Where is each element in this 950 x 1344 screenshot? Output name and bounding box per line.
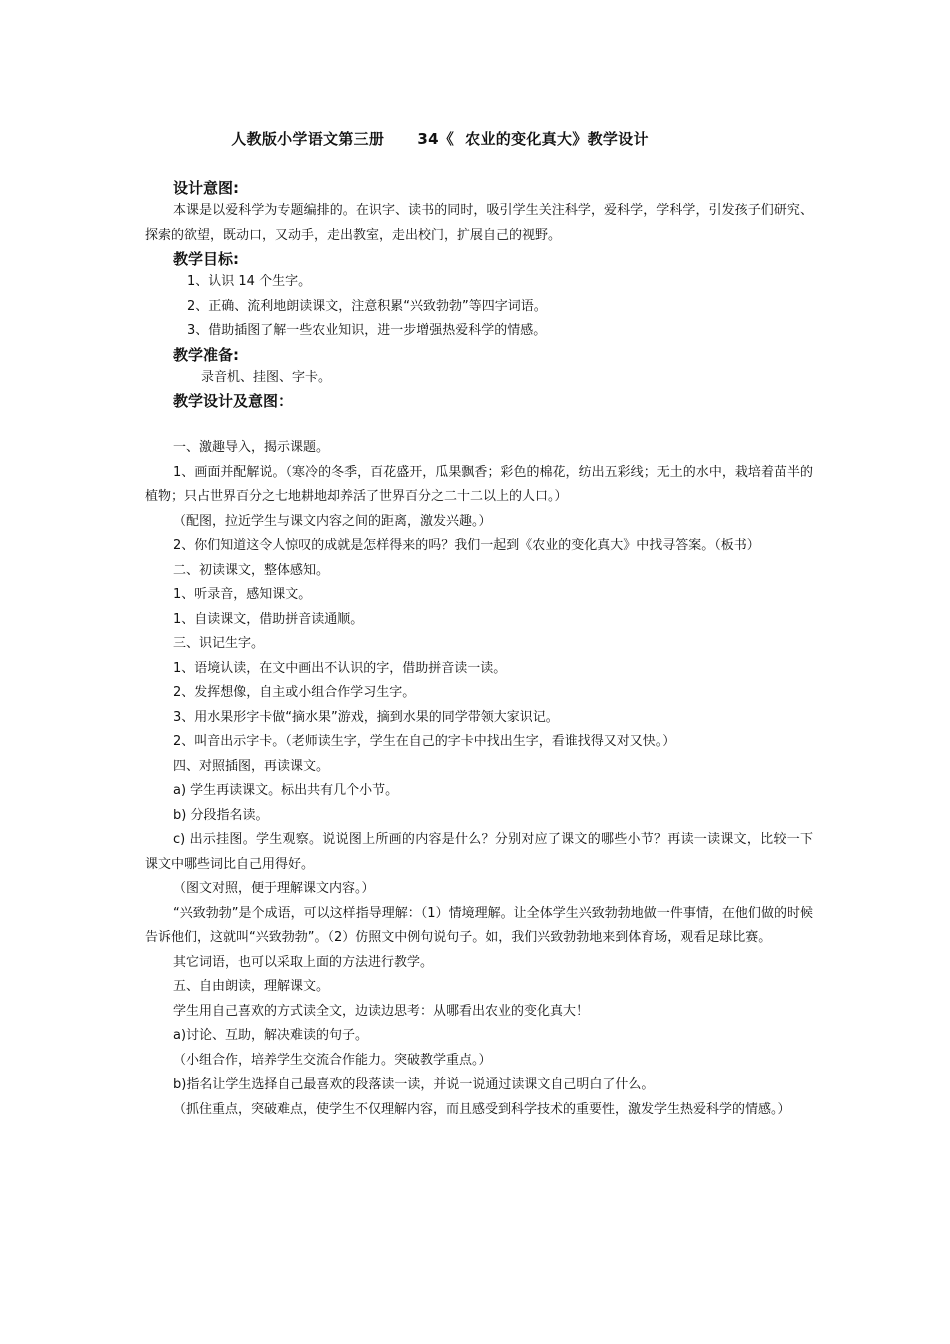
step-line: （图文对照，便于理解课文内容。） xyxy=(173,881,375,896)
step-line: 3、用水果形字卡做“摘水果”游戏，摘到水果的同学带领大家识记。 xyxy=(173,709,559,725)
step-line: c) 出示挂图。学生观察。说说图上所画的内容是什么？分别对应了课文的哪些小节？再读一读课文，比较一下课文中哪些词比自己用得好。 xyxy=(145,832,813,872)
step-line: 五、自由朗读，理解课文。 xyxy=(173,979,330,994)
blank-line xyxy=(145,412,813,436)
goal-item: 1、认识 14 个生字。 xyxy=(187,274,312,289)
step-line: 二、初读课文，整体感知。 xyxy=(173,562,330,578)
step-line: 2、叫音出示字卡。（老师读生字，学生在自己的字卡中找出生字，看谁找得又对又快。） xyxy=(173,734,676,749)
step-line: 2、发挥想像，自主或小组合作学习生字。 xyxy=(173,685,416,700)
intent-paragraph: 本课是以爱科学为专题编排的。在识字、读书的同时，吸引学生关注科学，爱科学，学科学，引发孩子们研究、探索的欲望，既动口，又动手，走出教室，走出校门，扩展自己的视野。 xyxy=(145,203,813,243)
step-line: 1、听录音，感知课文。 xyxy=(173,587,312,602)
step-line: 三、识记生字。 xyxy=(173,636,265,651)
intent-heading: 设计意图: xyxy=(173,179,239,197)
step-line: 1、画面并配解说。（寒冷的冬季，百花盛开，瓜果飘香；彩色的棉花，纺出五彩线；无土的水中，栽培着苗半的植物；只占世界百分之七地耕地却养活了世界百分之二十二以上的人口。） xyxy=(145,464,813,504)
step-line: a) 学生再读课文。标出共有几个小节。 xyxy=(173,783,399,798)
goal-item: 2、正确、流利地朗读课文，注意积累“兴致勃勃”等四字词语。 xyxy=(187,298,547,314)
step-line: “兴致勃勃”是个成语，可以这样指导理解：（1）情境理解。让全体学生兴致勃勃地做一件事情，在他们做的时候告诉他们，这就叫“兴致勃勃”。（2）仿照文中例句说句子。如，我们兴致勃勃地来到体育场，观看足球比赛。 xyxy=(145,905,813,945)
step-line: （小组合作，培养学生交流合作能力。突破教学重点。） xyxy=(173,1052,492,1068)
step-line: a)讨论、互助，解决难读的句子。 xyxy=(173,1028,369,1043)
step-line: 四、对照插图，再读课文。 xyxy=(173,758,330,774)
goals-heading: 教学目标: xyxy=(173,250,239,268)
step-line: （配图，拉近学生与课文内容之间的距离，激发兴趣。） xyxy=(173,513,492,529)
step-line: （抓住重点，突破难点，使学生不仅理解内容，而且感受到科学技术的重要性，激发学生热爱科学的情感。） xyxy=(173,1101,791,1117)
step-line: 2、你们知道这令人惊叹的成就是怎样得来的吗？我们一起到《农业的变化真大》中找寻答案。（板书） xyxy=(173,538,760,553)
document-body xyxy=(145,177,813,1122)
step-line: 学生用自己喜欢的方式读全文，边读边思考：从哪看出农业的变化真大！ xyxy=(173,1003,590,1019)
step-line: 其它词语，也可以采取上面的方法进行教学。 xyxy=(173,954,434,970)
prep-heading: 教学准备: xyxy=(173,345,239,364)
goal-item: 3、借助插图了解一些农业知识，进一步增强热爱科学的情感。 xyxy=(187,323,547,338)
prep-text: 录音机、挂图、字卡。 xyxy=(201,369,332,385)
step-line: b)指名让学生选择自己最喜欢的段落读一读，并说一说通过读课文自己明白了什么。 xyxy=(173,1077,655,1092)
step-line: 1、语境认读，在文中画出不认识的字，借助拼音读一读。 xyxy=(173,660,507,676)
step-line: 一、激趣导入，揭示课题。 xyxy=(173,440,330,455)
design-heading: 教学设计及意图： xyxy=(173,392,294,410)
step-line: 1、自读课文，借助拼音读通顺。 xyxy=(173,611,364,627)
document-title: 人教版小学语文第三册 34《 农业的变化真大》教学设计 xyxy=(231,130,649,148)
step-line: b) 分段指名读。 xyxy=(173,807,269,823)
